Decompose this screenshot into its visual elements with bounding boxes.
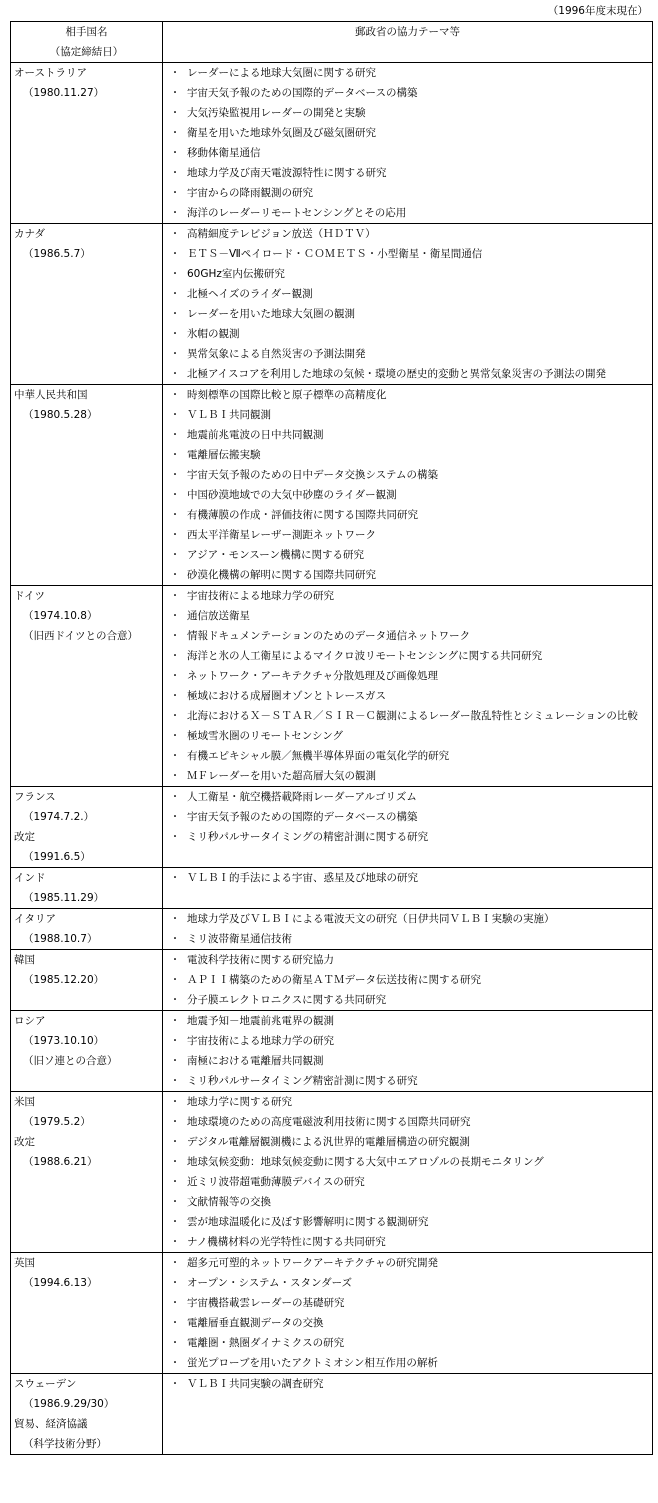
theme-text: 宇宙からの降雨観測の研究 (187, 187, 313, 199)
theme-text: ナノ機構材料の光学特性に関する共同研究 (187, 1236, 386, 1248)
theme-text: 通信放送衛星 (187, 610, 250, 622)
theme-text: ミリ秒パルサータイミングの精密計測に関する研究 (187, 831, 429, 843)
list-item (163, 766, 652, 786)
table-row (11, 909, 653, 950)
themes-cell (163, 909, 653, 950)
themes-cell (163, 586, 653, 787)
country-detail: （1973.10.10） (23, 1035, 105, 1047)
bullet-icon: ・ (169, 429, 181, 441)
table-row (11, 224, 653, 385)
bullet-icon: ・ (169, 207, 181, 219)
theme-text: 移動体衛星通信 (187, 147, 261, 159)
bullet-icon: ・ (169, 87, 181, 99)
theme-text: 超多元可塑的ネットワークアーキテクチャの研究開発 (187, 1257, 438, 1269)
bullet-icon: ・ (169, 167, 181, 179)
country-name: スウェーデン (14, 1378, 77, 1390)
theme-text: ミリ波帯衛星通信技術 (187, 933, 292, 945)
themes-cell (163, 1011, 653, 1092)
country-name: オーストラリア (14, 67, 87, 79)
theme-text: 異常気象による自然災害の予測法開発 (187, 348, 366, 360)
list-item (163, 1293, 652, 1313)
bullet-icon: ・ (169, 1176, 181, 1188)
list-item (163, 264, 652, 284)
list-item (163, 606, 652, 626)
country-detail: （1991.6.5） (23, 851, 91, 863)
table-row (11, 868, 653, 909)
theme-text: 砂漠化機構の解明に関する国際共同研究 (187, 569, 376, 581)
list-item (163, 1333, 652, 1353)
theme-text: 雲が地球温暖化に及ぼす影響解明に関する観測研究 (187, 1216, 429, 1228)
country-cell (11, 909, 163, 950)
country-detail: （1980.11.27） (23, 87, 105, 99)
bullet-icon: ・ (169, 288, 181, 300)
theme-text: オープン・システム・スタンダーズ (187, 1277, 353, 1289)
theme-text: 極域における成層圏オゾンとトレースガス (187, 690, 386, 702)
bullet-icon: ・ (169, 308, 181, 320)
theme-text: 西太平洋衛星レーザー測距ネットワーク (187, 529, 376, 541)
theme-text: 宇宙天気予報のための国際的データベースの構築 (187, 811, 418, 823)
header-country-label: 相手国名 (65, 26, 108, 38)
bullet-icon: ・ (169, 268, 181, 280)
bullet-icon: ・ (169, 690, 181, 702)
list-item (163, 445, 652, 465)
bullet-icon: ・ (169, 368, 181, 380)
theme-text: 宇宙天気予報のための日中データ交換システムの構築 (187, 469, 438, 481)
country-name: 米国 (14, 1096, 35, 1108)
list-item (163, 586, 652, 606)
list-item (163, 1031, 652, 1051)
country-detail: （1988.10.7） (23, 933, 98, 945)
country-detail: （1986.9.29/30） (23, 1398, 115, 1410)
list-item (163, 726, 652, 746)
bullet-icon: ・ (169, 529, 181, 541)
theme-text: 北極アイスコアを利用した地球の気候・環境の歴史的変動と異常気象災害の予測法の開発 (187, 368, 606, 380)
bullet-icon: ・ (169, 1317, 181, 1329)
list-item (163, 970, 652, 990)
theme-text: 60GHz室内伝搬研究 (187, 268, 285, 280)
theme-text: ＭＦレーダーを用いた超高層大気の観測 (187, 770, 376, 782)
list-item (163, 1071, 652, 1091)
bullet-icon: ・ (169, 549, 181, 561)
list-item (163, 646, 652, 666)
bullet-icon: ・ (169, 1216, 181, 1228)
bullet-icon: ・ (169, 1015, 181, 1027)
theme-text: 宇宙天気予報のための国際的データベースの構築 (187, 87, 418, 99)
list-item (163, 1172, 652, 1192)
theme-text: 電波科学技術に関する研究協力 (187, 954, 334, 966)
country-name: 韓国 (14, 954, 35, 966)
bullet-icon: ・ (169, 1236, 181, 1248)
theme-text: 宇宙技術による地球力学の研究 (187, 1035, 334, 1047)
bullet-icon: ・ (169, 872, 181, 884)
themes-cell (163, 63, 653, 224)
bullet-icon: ・ (169, 1035, 181, 1047)
list-item (163, 364, 652, 384)
country-detail: （科学技術分野） (23, 1438, 107, 1450)
list-item (163, 143, 652, 163)
list-item (163, 807, 652, 827)
bullet-icon: ・ (169, 328, 181, 340)
country-detail: （旧西ドイツとの合意） (23, 630, 138, 642)
theme-text: 北極ヘイズのライダー観測 (187, 288, 313, 300)
country-cell (11, 63, 163, 224)
country-name: イタリア (14, 913, 56, 925)
theme-text: 中国砂漠地域での大気中砂塵のライダー観測 (187, 489, 397, 501)
bullet-icon: ・ (169, 127, 181, 139)
country-cell (11, 224, 163, 385)
bullet-icon: ・ (169, 650, 181, 662)
list-item (163, 1112, 652, 1132)
list-item (163, 787, 652, 807)
table-row (11, 950, 653, 1011)
country-cell (11, 1011, 163, 1092)
bullet-icon: ・ (169, 974, 181, 986)
country-cell (11, 586, 163, 787)
theme-text: 南極における電離層共同観測 (187, 1055, 324, 1067)
country-detail: （1979.5.2） (23, 1116, 91, 1128)
list-item (163, 1192, 652, 1212)
themes-cell (163, 950, 653, 1011)
themes-cell (163, 868, 653, 909)
list-item (163, 545, 652, 565)
bullet-icon: ・ (169, 1055, 181, 1067)
list-item (163, 565, 652, 585)
table-row (11, 1253, 653, 1374)
theme-text: 地震前兆電波の日中共同観測 (187, 429, 324, 441)
list-item (163, 304, 652, 324)
list-item (163, 525, 652, 545)
country-name: ドイツ (14, 590, 45, 602)
bullet-icon: ・ (169, 1357, 181, 1369)
country-cell (11, 787, 163, 868)
theme-text: ＶＬＢＩ的手法による宇宙、惑星及び地球の研究 (187, 872, 418, 884)
list-item (163, 1152, 652, 1172)
bullet-icon: ・ (169, 1156, 181, 1168)
bullet-icon: ・ (169, 1277, 181, 1289)
country-cell (11, 868, 163, 909)
bullet-icon: ・ (169, 409, 181, 421)
themes-cell (163, 385, 653, 586)
bullet-icon: ・ (169, 147, 181, 159)
theme-text: 地球環境のための高度電磁波利用技術に関する国際共同研究 (187, 1116, 471, 1128)
theme-text: 地球力学及びＶＬＢＩによる電波天文の研究（日伊共同ＶＬＢＩ実験の実施） (187, 913, 555, 925)
theme-text: 宇宙技術による地球力学の研究 (187, 590, 334, 602)
bullet-icon: ・ (169, 1378, 181, 1390)
header-themes-label: 郵政省の協力テーマ等 (355, 26, 460, 38)
theme-text: 極域雪氷圏のリモートセンシング (187, 730, 344, 742)
bullet-icon: ・ (169, 449, 181, 461)
theme-text: 文献情報等の交換 (187, 1196, 271, 1208)
list-item (163, 324, 652, 344)
list-item (163, 344, 652, 364)
list-item (163, 183, 652, 203)
theme-text: ＡＰＩＩ構築のための衛星ＡＴＭデータ伝送技術に関する研究 (187, 974, 481, 986)
list-item (163, 827, 652, 847)
country-detail: （1994.6.13） (23, 1277, 98, 1289)
list-item (163, 1092, 652, 1112)
bullet-icon: ・ (169, 348, 181, 360)
bullet-icon: ・ (169, 710, 181, 722)
theme-text: 有機エピキシャル膜／無機半導体界面の電気化学的研究 (187, 750, 450, 762)
country-detail: （1974.10.8） (23, 610, 98, 622)
bullet-icon: ・ (169, 1096, 181, 1108)
list-item (163, 1132, 652, 1152)
list-item (163, 666, 652, 686)
country-name: 英国 (14, 1257, 35, 1269)
country-name: ロシア (14, 1015, 46, 1027)
country-cell (11, 1092, 163, 1253)
as-of-note: （1996年度末現在） (547, 5, 648, 17)
country-detail: （1985.12.20） (23, 974, 105, 986)
list-item (163, 929, 652, 949)
cooperation-table (10, 21, 653, 1455)
theme-text: ネットワーク・アーキテクチャ分散処理及び画像処理 (187, 670, 438, 682)
table-row (11, 63, 653, 224)
theme-text: 地震予知－地震前兆電界の観測 (187, 1015, 334, 1027)
table-header-row (11, 22, 653, 63)
list-item (163, 405, 652, 425)
theme-text: 高精細度テレビジョン放送（ＨＤＴＶ） (187, 228, 376, 240)
country-name: 中華人民共和国 (14, 389, 88, 401)
bullet-icon: ・ (169, 590, 181, 602)
theme-text: 北海におけるＸ－ＳＴＡＲ／ＳＩＲ－Ｃ観測によるレーダー散乱特性とシミュレーションの比較 (187, 710, 638, 722)
bullet-icon: ・ (169, 730, 181, 742)
theme-text: 電離層垂直観測データの交換 (187, 1317, 324, 1329)
country-cell (11, 1374, 163, 1455)
list-item (163, 1212, 652, 1232)
country-detail: （1988.6.21） (23, 1156, 98, 1168)
themes-cell (163, 1374, 653, 1455)
list-item (163, 868, 652, 888)
country-detail: （1974.7.2.） (23, 811, 95, 823)
theme-text: 時刻標準の国際比較と原子標準の高精度化 (187, 389, 387, 401)
bullet-icon: ・ (169, 750, 181, 762)
bullet-icon: ・ (169, 770, 181, 782)
list-item (163, 465, 652, 485)
theme-text: レーダーによる地球大気圏に関する研究 (187, 67, 376, 79)
list-item (163, 1051, 652, 1071)
list-item (163, 1353, 652, 1373)
bullet-icon: ・ (169, 791, 181, 803)
theme-text: 有機薄膜の作成・評価技術に関する国際共同研究 (187, 509, 418, 521)
themes-cell (163, 1092, 653, 1253)
themes-cell (163, 224, 653, 385)
header-country (11, 22, 163, 63)
list-item (163, 103, 652, 123)
bullet-icon: ・ (169, 1075, 181, 1087)
list-item (163, 1374, 652, 1394)
bullet-icon: ・ (169, 228, 181, 240)
theme-text: 大気汚染監視用レーダーの開発と実験 (187, 107, 366, 119)
bullet-icon: ・ (169, 569, 181, 581)
list-item (163, 284, 652, 304)
country-detail: 改定 (14, 1136, 35, 1148)
country-detail: （1986.5.7） (23, 248, 91, 260)
header-date-label: （協定締結日） (49, 46, 124, 58)
country-name: フランス (14, 791, 56, 803)
list-item (163, 505, 652, 525)
list-item (163, 686, 652, 706)
list-item (163, 485, 652, 505)
theme-text: 電離層伝搬実験 (187, 449, 261, 461)
list-item (163, 244, 652, 264)
themes-cell (163, 1253, 653, 1374)
country-detail: 貿易、経済協議 (14, 1418, 88, 1430)
bullet-icon: ・ (169, 509, 181, 521)
list-item (163, 950, 652, 970)
table-row (11, 1374, 653, 1455)
list-item (163, 163, 652, 183)
bullet-icon: ・ (169, 831, 181, 843)
list-item (163, 83, 652, 103)
bullet-icon: ・ (169, 1196, 181, 1208)
bullet-icon: ・ (169, 954, 181, 966)
theme-text: 情報ドキュメンテーションのためのデータ通信ネットワーク (187, 630, 471, 642)
list-item (163, 909, 652, 929)
header-themes (163, 22, 653, 63)
bullet-icon: ・ (169, 1257, 181, 1269)
country-cell (11, 1253, 163, 1374)
table-row (11, 385, 653, 586)
theme-text: ＶＬＢＩ共同実験の調査研究 (187, 1378, 324, 1390)
theme-text: レーダーを用いた地球大気圏の観測 (187, 308, 355, 320)
list-item (163, 224, 652, 244)
list-item (163, 203, 652, 223)
bullet-icon: ・ (169, 248, 181, 260)
list-item (163, 1273, 652, 1293)
theme-text: 海洋のレーダーリモートセンシングとその応用 (187, 207, 407, 219)
theme-text: 衛星を用いた地球外気圏及び磁気圏研究 (187, 127, 376, 139)
list-item (163, 1011, 652, 1031)
theme-text: 電離圏・熱圏ダイナミクスの研究 (187, 1337, 345, 1349)
table-row (11, 1092, 653, 1253)
country-name: カナダ (14, 228, 45, 240)
list-item (163, 746, 652, 766)
bullet-icon: ・ (169, 107, 181, 119)
bullet-icon: ・ (169, 630, 181, 642)
table-row (11, 1011, 653, 1092)
theme-text: 氷帽の観測 (187, 328, 240, 340)
bullet-icon: ・ (169, 1136, 181, 1148)
theme-text: 人工衛星・航空機搭載降雨レーダーアルゴリズム (187, 791, 417, 803)
theme-text: 海洋と氷の人工衛星によるマイクロ波リモートセンシングに関する共同研究 (187, 650, 543, 662)
bullet-icon: ・ (169, 610, 181, 622)
bullet-icon: ・ (169, 67, 181, 79)
country-detail: （旧ソ連との合意） (23, 1055, 118, 1067)
country-cell (11, 385, 163, 586)
list-item (163, 706, 652, 726)
bullet-icon: ・ (169, 469, 181, 481)
bullet-icon: ・ (169, 1116, 181, 1128)
bullet-icon: ・ (169, 1297, 181, 1309)
bullet-icon: ・ (169, 489, 181, 501)
theme-text: 蛍光プローブを用いたアクトミオシン相互作用の解析 (187, 1357, 438, 1369)
list-item (163, 1313, 652, 1333)
theme-text: 分子膜エレクトロニクスに関する共同研究 (187, 994, 387, 1006)
list-item (163, 123, 652, 143)
bullet-icon: ・ (169, 933, 181, 945)
theme-text: 近ミリ波帯超電動薄膜デバイスの研究 (187, 1176, 365, 1188)
country-cell (11, 950, 163, 1011)
country-detail: 改定 (14, 831, 35, 843)
theme-text: 地球力学及び南天電波源特性に関する研究 (187, 167, 387, 179)
theme-text: ミリ秒パルサータイミング精密計測に関する研究 (187, 1075, 418, 1087)
country-name: インド (14, 872, 46, 884)
bullet-icon: ・ (169, 913, 181, 925)
theme-text: ＶＬＢＩ共同観測 (187, 409, 271, 421)
list-item (163, 425, 652, 445)
table-row (11, 586, 653, 787)
table-row (11, 787, 653, 868)
theme-text: 地球力学に関する研究 (187, 1096, 292, 1108)
theme-text: ＥＴＳ－Ⅶペイロード・ＣＯＭＥＴＳ・小型衛星・衛星間通信 (187, 248, 483, 260)
theme-text: デジタル電離層観測機による汎世界的電離層構造の研究観測 (187, 1136, 470, 1148)
bullet-icon: ・ (169, 994, 181, 1006)
country-detail: （1980.5.28） (23, 409, 98, 421)
theme-text: アジア・モンスーン機構に関する研究 (187, 549, 365, 561)
list-item (163, 990, 652, 1010)
theme-text: 宇宙機搭載雲レーダーの基礎研究 (187, 1297, 345, 1309)
bullet-icon: ・ (169, 811, 181, 823)
theme-text: 地球気候変動：地球気候変動に関する大気中エアロゾルの長期モニタリング (187, 1156, 544, 1168)
list-item (163, 385, 652, 405)
themes-cell (163, 787, 653, 868)
table-body (11, 63, 653, 1455)
list-item (163, 1232, 652, 1252)
bullet-icon: ・ (169, 670, 181, 682)
bullet-icon: ・ (169, 389, 181, 401)
list-item (163, 63, 652, 83)
bullet-icon: ・ (169, 1337, 181, 1349)
list-item (163, 626, 652, 646)
list-item (163, 1253, 652, 1273)
bullet-icon: ・ (169, 187, 181, 199)
country-detail: （1985.11.29） (23, 892, 105, 904)
